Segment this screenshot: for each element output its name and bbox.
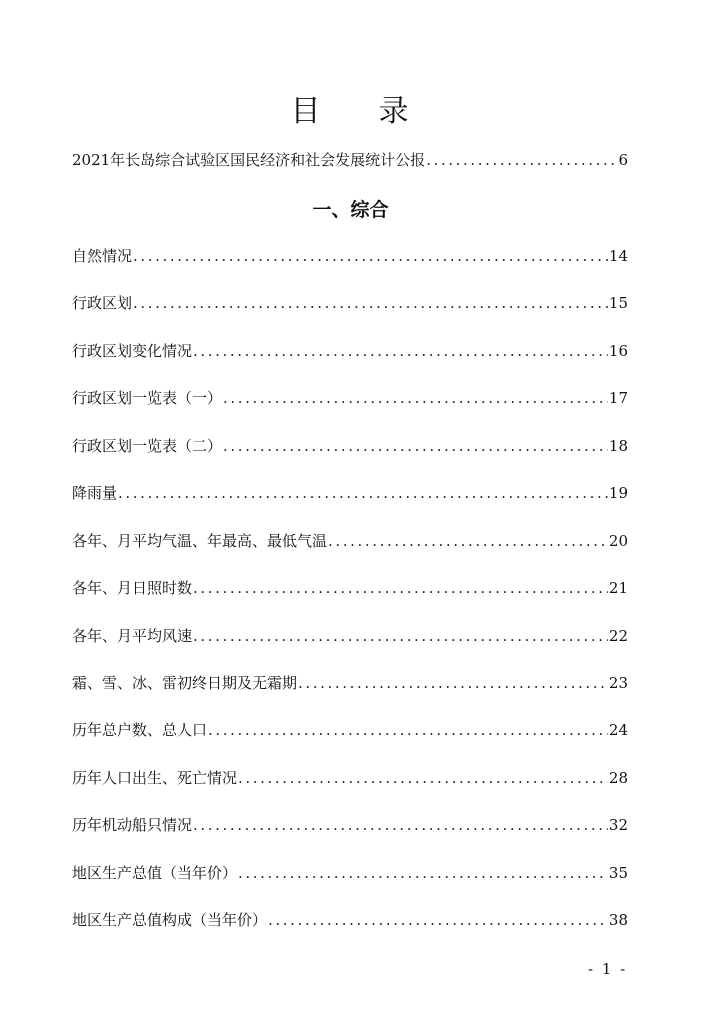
- toc-leader-dots: [223, 436, 608, 456]
- toc-leader-dots: [193, 578, 608, 598]
- toc-entry-label: 各年、月平均风速: [72, 627, 193, 645]
- toc-entry[interactable]: [72, 768, 628, 788]
- toc-entry-label: 历年机动船只情况: [72, 816, 193, 834]
- toc-entry-label: 霜、雪、冰、雷初终日期及无霜期: [72, 674, 298, 692]
- toc-leader-dots: [223, 388, 608, 408]
- toc-entry-page: 20: [608, 532, 628, 550]
- page-title: [0, 86, 701, 130]
- toc-entry[interactable]: [72, 531, 628, 551]
- toc-leader-dots: [133, 293, 608, 313]
- toc-leader-dots: [238, 863, 608, 883]
- toc-entry[interactable]: [72, 436, 628, 456]
- toc-entry-page: 19: [608, 484, 628, 502]
- toc-entry-page: 17: [608, 389, 628, 407]
- toc-leader-dots: [238, 768, 608, 788]
- toc-entry-page: 28: [608, 769, 628, 787]
- toc-entry-label: 行政区划: [72, 294, 133, 312]
- toc-entry-page: 22: [608, 627, 628, 645]
- toc-entry[interactable]: [72, 910, 628, 930]
- toc-entry[interactable]: [72, 815, 628, 835]
- toc-entry-label: 各年、月日照时数: [72, 579, 193, 597]
- page-number: - 1 -: [588, 960, 628, 978]
- toc-entry-page: 16: [608, 342, 628, 360]
- toc-entry-page: 21: [608, 579, 628, 597]
- toc-leader-dots: [193, 815, 608, 835]
- title-char-1: 目: [290, 94, 323, 129]
- toc-entry-page: 18: [608, 437, 628, 455]
- toc-leader-dots: [268, 910, 608, 930]
- toc-entry-page: 24: [608, 721, 628, 739]
- toc-entry[interactable]: [72, 483, 628, 503]
- toc-leader-dots: [298, 673, 608, 693]
- toc-entry-label: 2021年长岛综合试验区国民经济和社会发展统计公报: [72, 151, 426, 169]
- toc-entry-label: 行政区划一览表（二）: [72, 437, 223, 455]
- toc-entry-label: 各年、月平均气温、年最高、最低气温: [72, 532, 328, 550]
- toc-leader-dots: [193, 341, 608, 361]
- toc-entry[interactable]: [72, 626, 628, 646]
- toc-entry-label: 降雨量: [72, 484, 118, 502]
- toc-entry-label: 行政区划变化情况: [72, 342, 193, 360]
- toc-leader-dots: [426, 150, 617, 170]
- toc-leader-dots: [118, 483, 608, 503]
- toc-entry[interactable]: [72, 720, 628, 740]
- toc-entry-bulletin[interactable]: [72, 150, 628, 170]
- toc-entry-label: 历年人口出生、死亡情况: [72, 769, 238, 787]
- toc-entry[interactable]: [72, 578, 628, 598]
- toc-entry-label: 地区生产总值构成（当年价）: [72, 911, 268, 929]
- toc-entry[interactable]: [72, 673, 628, 693]
- title-char-2: 录: [378, 94, 411, 129]
- toc-entry-page: 6: [618, 151, 628, 169]
- toc-entry[interactable]: [72, 388, 628, 408]
- section-heading: 一、综合: [312, 199, 389, 221]
- toc-entry-page: 35: [608, 864, 628, 882]
- toc-entry[interactable]: [72, 246, 628, 266]
- toc-entry-page: 23: [608, 674, 628, 692]
- toc-entry-page: 15: [608, 294, 628, 312]
- toc-entry-page: 38: [608, 911, 628, 929]
- toc-entry[interactable]: [72, 293, 628, 313]
- toc-entry-label: 行政区划一览表（一）: [72, 389, 223, 407]
- toc-leader-dots: [328, 531, 608, 551]
- toc-entry-page: 14: [608, 247, 628, 265]
- toc-entry-label: 地区生产总值（当年价）: [72, 864, 238, 882]
- toc-leader-dots: [133, 246, 608, 266]
- toc-leader-dots: [208, 720, 608, 740]
- toc-entry[interactable]: [72, 341, 628, 361]
- toc-entry-label: 历年总户数、总人口: [72, 721, 208, 739]
- toc-entry[interactable]: [72, 863, 628, 883]
- toc-leader-dots: [193, 626, 608, 646]
- toc-entry-label: 自然情况: [72, 247, 133, 265]
- toc-entry-page: 32: [608, 816, 628, 834]
